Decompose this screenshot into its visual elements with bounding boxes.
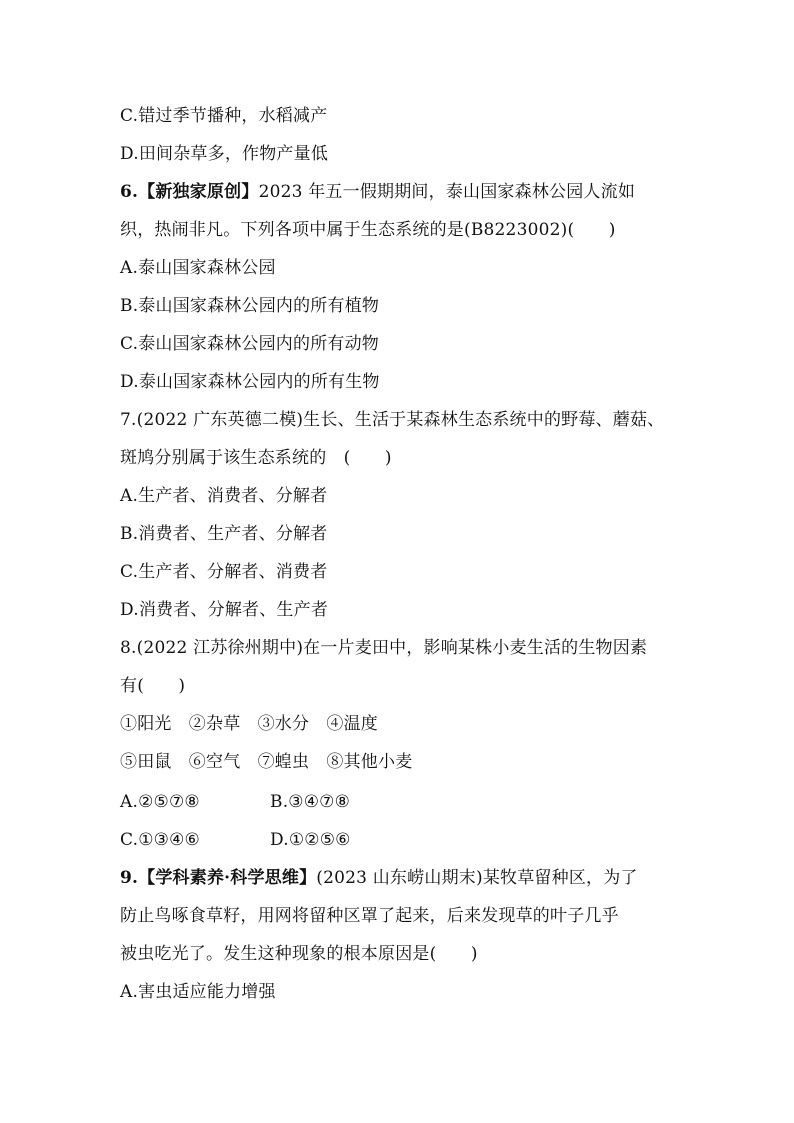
q7-stem-line1: 7.(2022 广东英德二模)生长、生活于某森林生态系统中的野莓、蘑菇、 <box>120 410 665 430</box>
q6-tag: 【新独家原创】 <box>138 182 259 202</box>
q9-stem-text: (2023 山东崂山期末)某牧草留种区，为了 <box>316 868 638 888</box>
q6-stem-line1 <box>120 180 635 204</box>
q6-stem-text: 2023 年五一假期期间，泰山国家森林公园人流如 <box>258 182 636 202</box>
q8-option-b: B.③④⑦⑧ <box>270 792 351 812</box>
q7-option-b: B.消费者、生产者、分解者 <box>120 524 328 544</box>
q7-option-d: D.消费者、分解者、生产者 <box>120 600 329 620</box>
q9-stem-line2: 防止鸟啄食草籽，用网将留种区罩了起来，后来发现草的叶子几乎 <box>120 906 619 926</box>
q9-stem-line3: 被虫吃光了。发生这种现象的根本原因是( ) <box>120 944 478 964</box>
q7-option-c: C.生产者、分解者、消费者 <box>120 562 328 582</box>
q8-stem-line1: 8.(2022 江苏徐州期中)在一片麦田中，影响某株小麦生活的生物因素 <box>120 638 648 658</box>
q8-options-row2 <box>120 828 420 852</box>
q9-number: 9. <box>120 868 139 888</box>
q9-tag: 【学科素养·科学思维】 <box>138 868 317 888</box>
q6-option-b: B.泰山国家森林公园内的所有植物 <box>120 296 380 316</box>
q8-items-line2: ⑤田鼠 ⑥空气 ⑦蝗虫 ⑧其他小麦 <box>120 752 413 772</box>
q7-stem-line2: 斑鸠分别属于该生态系统的 ( ) <box>120 448 392 468</box>
q6-stem-line2: 织，热闹非凡。下列各项中属于生态系统的是(B8223002)( ) <box>120 220 616 240</box>
q9-option-a: A.害虫适应能力增强 <box>120 982 276 1002</box>
q8-option-d: D.①②⑤⑥ <box>270 830 351 850</box>
q8-option-a: A.②⑤⑦⑧ <box>120 792 200 812</box>
q6-number: 6. <box>120 182 139 202</box>
q7-option-a: A.生产者、消费者、分解者 <box>120 486 328 506</box>
q6-option-a: A.泰山国家森林公园 <box>120 258 276 278</box>
q9-stem-line1 <box>120 866 638 890</box>
q5-option-d: D.田间杂草多，作物产量低 <box>120 144 329 164</box>
q8-items-line1: ①阳光 ②杂草 ③水分 ④温度 <box>120 714 378 734</box>
q8-option-c: C.①③④⑥ <box>120 830 200 850</box>
q6-option-c: C.泰山国家森林公园内的所有动物 <box>120 334 380 354</box>
q8-stem-line2: 有( ) <box>120 676 186 696</box>
q8-options-row1 <box>120 790 420 814</box>
q5-option-c: C.错过季节播种，水稻减产 <box>120 106 328 126</box>
q6-option-d: D.泰山国家森林公园内的所有生物 <box>120 372 380 392</box>
